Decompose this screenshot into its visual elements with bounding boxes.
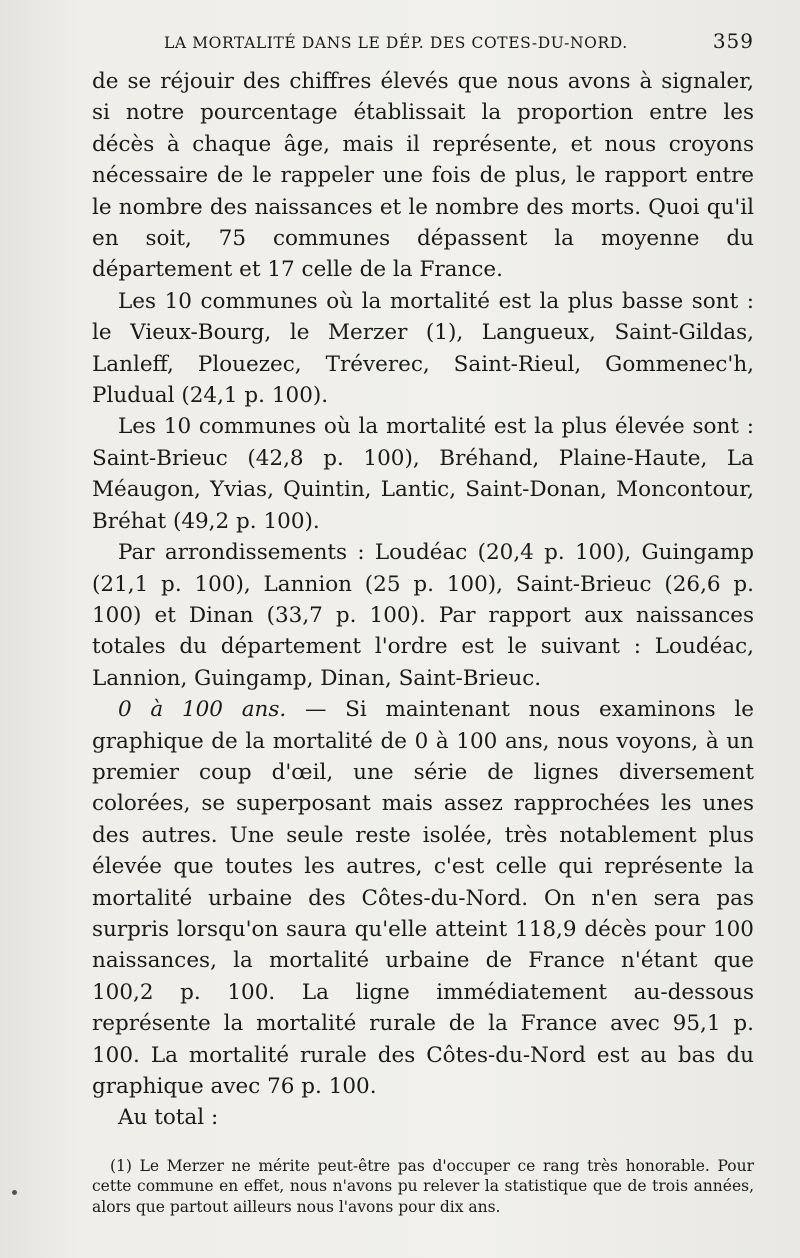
margin-dot: [12, 1190, 17, 1195]
section-text: — Si maintenant nous examinons le graphique de la mortalité de 0 à 100 ans, nous voyons, à un premier coup d'œil, une série de lignes diversement colorées, se superposant mais assez rapprochées les unes des autres. Une seule reste isolée, très notablement plus élevée que toutes les autres, c'est celle qui représente la mortalité urbaine des Côtes-du-Nord. On n'en sera pas surpris lorsqu'on saura qu'elle atteint 118,9 décès pour 100 naissances, la mortalité urbaine de France n'étant que 100,2 p. 100. La ligne immédiatement au-dessous représente la mortalité rurale de la France avec 95,1 p. 100. La mortalité rurale des Côtes-du-Nord est au bas du graphique avec 76 p. 100.: [92, 697, 754, 1099]
paragraph-highest-mortality: Les 10 communes où la mortalité est la plus élevée sont : Saint-Brieuc (42,8 p. 100), Bréhand, Plaine-Haute, La Méaugon, Yvias, Quintin, Lantic, Saint-Donan, Moncontour, Bréhat (49,2 p. 100).: [92, 414, 754, 534]
section-heading: 0 à 100 ans.: [118, 697, 287, 723]
footnote-text: (1) Le Merzer ne mérite peut-être pas d'occuper ce rang très honorable. Pour cette commune en effet, nous n'avons pu relever la statistique que de trois années, alors que partout ailleurs nous l'avons pour dix ans.: [92, 1156, 754, 1216]
paragraph-0-100-years: [92, 694, 754, 1102]
running-head: [92, 30, 754, 54]
page-number: 359: [712, 29, 754, 53]
paragraph-closing: Au total :: [118, 1105, 219, 1131]
footnote: [92, 1156, 754, 1218]
body-text: [92, 66, 754, 1134]
running-title: LA MORTALITÉ DANS LE DÉP. DES COTES-DU-NORD.: [164, 34, 628, 52]
paragraph-arrondissements: Par arrondissements : Loudéac (20,4 p. 100), Guingamp (21,1 p. 100), Lannion (25 p. 100), Saint-Brieuc (26,6 p. 100) et Dinan (33,7 p. 100). Par rapport aux naissances totales du département l'ordre est le suivant : Loudéac, Lannion, Guingamp, Dinan, Saint-Brieuc.: [92, 540, 754, 691]
paragraph-continuation: de se réjouir des chiffres élevés que nous avons à signaler, si notre pourcentage établissait la proportion entre les décès à chaque âge, mais il représente, et nous croyons nécessaire de le rappeler une fois de plus, le rapport entre le nombre des naissances et le nombre des morts. Quoi qu'il en soit, 75 communes dépassent la moyenne du département et 17 celle de la France.: [92, 69, 754, 283]
paragraph-lowest-mortality: Les 10 communes où la mortalité est la plus basse sont : le Vieux-Bourg, le Merzer (1), Langueux, Saint-Gildas, Lanleff, Plouezec, Tréverec, Saint-Rieul, Gommenec'h, Pludual (24,1 p. 100).: [92, 288, 754, 409]
